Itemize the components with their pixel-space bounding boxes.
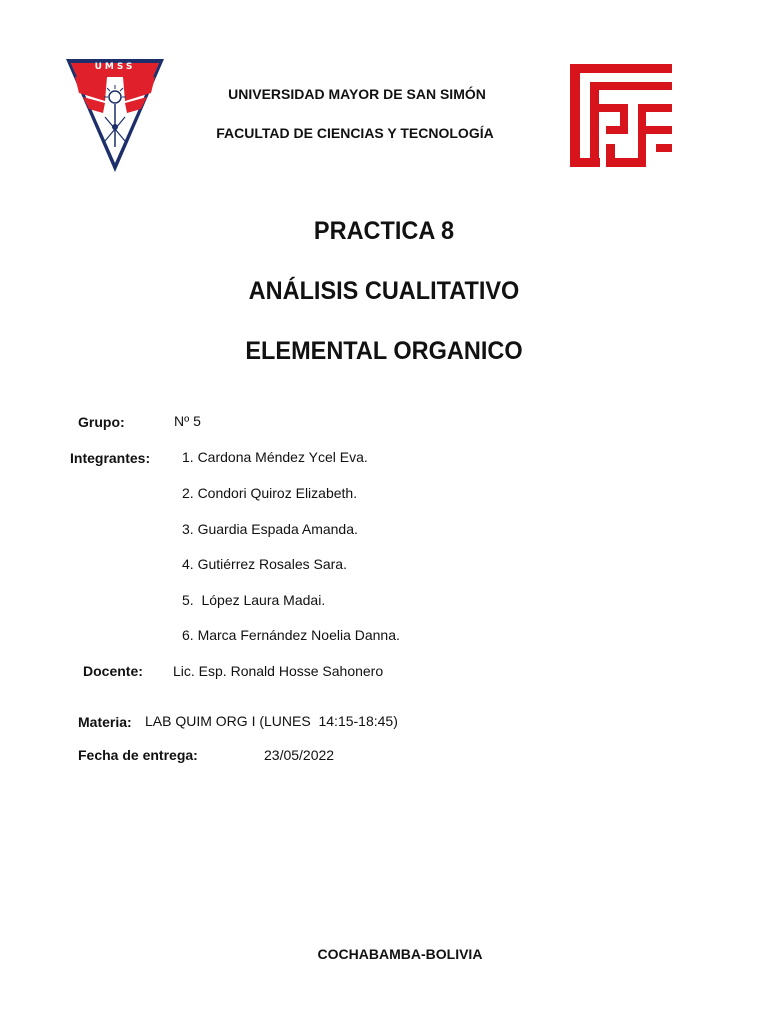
umss-shield-icon	[65, 57, 165, 173]
materia-label: Materia:	[78, 714, 132, 730]
title-line-1: PRACTICA 8	[313, 217, 455, 245]
integrantes-label: Integrantes:	[70, 450, 151, 466]
docente-label: Docente:	[83, 663, 143, 679]
location-footer: COCHABAMBA-BOLIVIA	[317, 946, 483, 962]
fcyt-logo-icon	[570, 64, 672, 167]
integrante-item: 3. Guardia Espada Amanda.	[182, 521, 358, 537]
integrante-item: 1. Cardona Méndez Ycel Eva.	[182, 449, 368, 465]
title-line-2: ANÁLISIS CUALITATIVO	[248, 277, 520, 305]
docente-value: Lic. Esp. Ronald Hosse Sahonero	[173, 663, 384, 679]
integrante-item: 5. López Laura Madai.	[182, 592, 326, 608]
umss-logo	[65, 57, 165, 173]
title-line-3: ELEMENTAL ORGANICO	[245, 337, 523, 365]
materia-value: LAB QUIM ORG I (LUNES 14:15-18:45)	[145, 713, 398, 729]
fcyt-logo	[570, 64, 672, 167]
grupo-label: Grupo:	[78, 414, 125, 430]
fecha-label: Fecha de entrega:	[78, 747, 198, 763]
integrante-item: 4. Gutiérrez Rosales Sara.	[182, 556, 347, 572]
faculty-name: FACULTAD DE CIENCIAS Y TECNOLOGÍA	[216, 125, 494, 141]
grupo-value: Nº 5	[174, 413, 201, 429]
integrante-item: 2. Condori Quiroz Elizabeth.	[182, 485, 358, 501]
university-name: UNIVERSIDAD MAYOR DE SAN SIMÓN	[228, 86, 486, 102]
fecha-value: 23/05/2022	[264, 747, 335, 763]
integrante-item: 6. Marca Fernández Noelia Danna.	[182, 627, 400, 643]
umss-logo-text: UMSS	[94, 62, 136, 72]
